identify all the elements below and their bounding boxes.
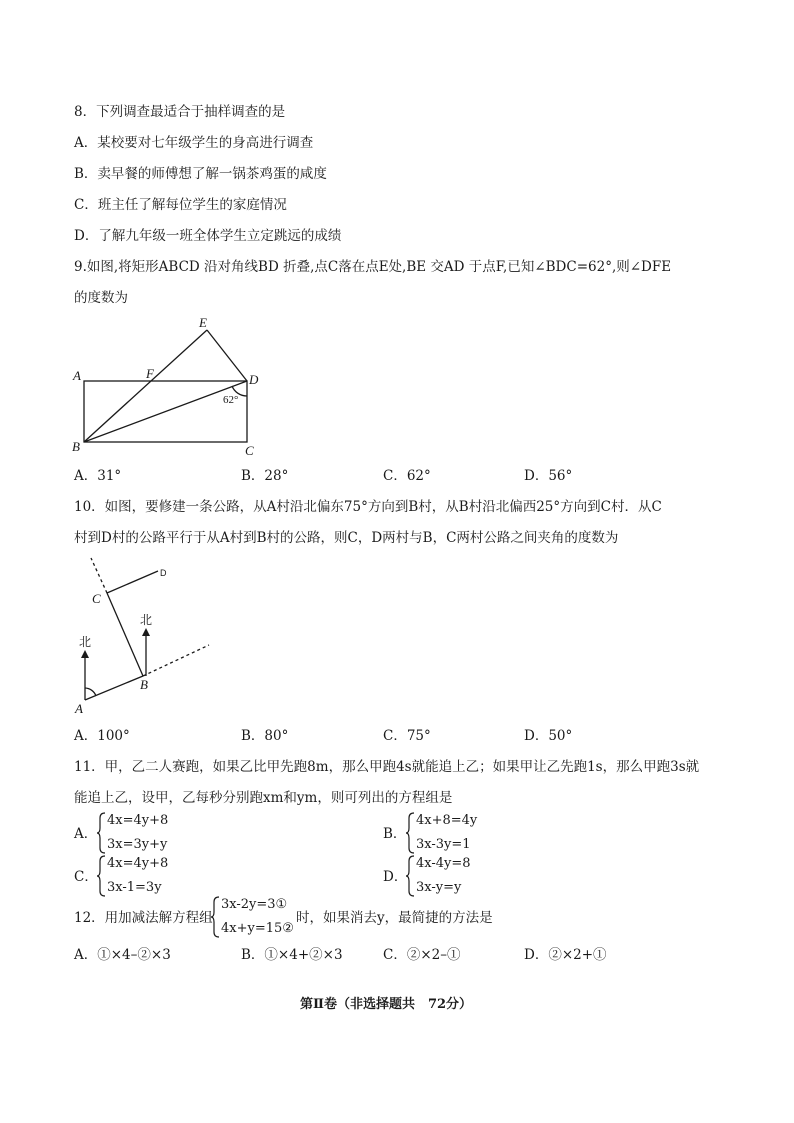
label-e: E — [199, 315, 207, 330]
north-label-a: 北 — [79, 635, 92, 649]
label-b: B — [140, 677, 148, 692]
road-cd — [107, 571, 158, 593]
q10-option-d: D．50° — [524, 728, 573, 744]
label-a: A — [75, 701, 83, 716]
q12-eq1: 3x-2y=3① — [221, 897, 288, 912]
q10-stem-line1: 10．如图，要修建一条公路，从A村沿北偏东75°方向到B村，从B村沿北偏西25°方向到C村．从C — [74, 499, 662, 515]
q12-stem-after: 时，如果消去y，最简捷的方法是 — [296, 910, 493, 926]
arrowhead-b — [142, 628, 150, 636]
q12-option-a: A．①×4–②×3 — [74, 947, 171, 963]
q11-option-b-label: B． — [383, 826, 407, 842]
north-label-b: 北 — [140, 613, 153, 627]
q9-option-c: C．62° — [383, 468, 431, 484]
q11-option-d-eq2: 3x-y=y — [416, 880, 462, 895]
dashed-extension-b — [143, 645, 209, 676]
q11-option-a-eq2: 3x=3y+y — [107, 837, 168, 852]
q11-option-d-label: D． — [383, 869, 408, 885]
q8-option-d: D．了解九年级一班全体学生立定跳远的成绩 — [74, 228, 342, 244]
q11-option-d-eq1: 4x-4y=8 — [416, 856, 471, 871]
q10-option-c: C．75° — [383, 728, 431, 744]
q8-option-c: C．班主任了解每位学生的家庭情况 — [74, 197, 287, 213]
q9-stem-line2: 的度数为 — [74, 290, 128, 306]
q10-option-b: B．80° — [241, 728, 289, 744]
label-c: C — [92, 591, 101, 606]
label-d: D — [160, 568, 167, 578]
brace-icon — [405, 855, 415, 897]
q11-option-a-eq1: 4x=4y+8 — [107, 813, 169, 828]
q11-option-b-eq2: 3x-3y=1 — [416, 837, 471, 852]
label-f: F — [146, 366, 154, 381]
dashed-extension-c — [91, 558, 107, 593]
section-heading: 第Ⅱ卷（非选择题共 72分） — [300, 997, 473, 1012]
q11-option-c-eq1: 4x=4y+8 — [107, 856, 169, 871]
q11-stem-line2: 能追上乙，设甲，乙每秒分别跑xm和ym，则可列出的方程组是 — [74, 790, 453, 806]
q11-option-c-label: C． — [74, 869, 98, 885]
angle-arc-a — [85, 688, 96, 696]
q12-stem-before: 12．用加减法解方程组 — [74, 910, 213, 926]
q8-option-b: B．卖早餐的师傅想了解一锅茶鸡蛋的咸度 — [74, 166, 327, 182]
arrowhead-a — [81, 650, 89, 658]
road-bc — [107, 593, 143, 676]
q10-stem-line2: 村到D村的公路平行于从A村到B村的公路，则C，D两村与B，C两村公路之间夹角的度数为 — [74, 530, 619, 546]
brace-icon — [405, 812, 415, 854]
q11-option-a-label: A． — [74, 826, 98, 842]
q12-option-c: C．②×2–① — [383, 947, 461, 963]
q9-option-a: A．31° — [74, 468, 122, 484]
q12-option-b: B．①×4+②×3 — [241, 947, 343, 963]
label-b: B — [72, 439, 80, 454]
brace-icon — [96, 855, 106, 897]
label-c: C — [245, 443, 254, 458]
label-a: A — [73, 368, 81, 383]
q8-option-a: A．某校要对七年级学生的身高进行调查 — [74, 135, 314, 151]
q8-stem: 8．下列调查最适合于抽样调查的是 — [74, 104, 286, 120]
q11-option-b-eq1: 4x+8=4y — [416, 813, 478, 828]
q10-option-a: A．100° — [74, 728, 130, 744]
angle-label-62: 62° — [223, 394, 239, 406]
road-ab — [85, 676, 143, 700]
label-d: D — [249, 372, 259, 387]
q12-option-d: D．②×2+① — [524, 947, 607, 963]
q11-stem-line1: 11．甲，乙二人赛跑，如果乙比甲先跑8m，那么甲跑4s就能追上乙；如果甲让乙先跑1s，那么甲跑3s就 — [74, 759, 700, 775]
q9-stem-line1: 9.如图,将矩形ABCD 沿对角线BD 折叠,点C落在点E处,BE 交AD 于点F,已知∠BDC=62°,则∠DFE — [74, 259, 672, 275]
q9-option-d: D．56° — [524, 468, 573, 484]
q12-eq2: 4x+y=15② — [221, 921, 294, 936]
brace-icon — [96, 812, 106, 854]
q11-option-c-eq2: 3x-1=3y — [107, 880, 162, 895]
brace-icon — [210, 896, 220, 938]
q9-option-b: B．28° — [241, 468, 289, 484]
